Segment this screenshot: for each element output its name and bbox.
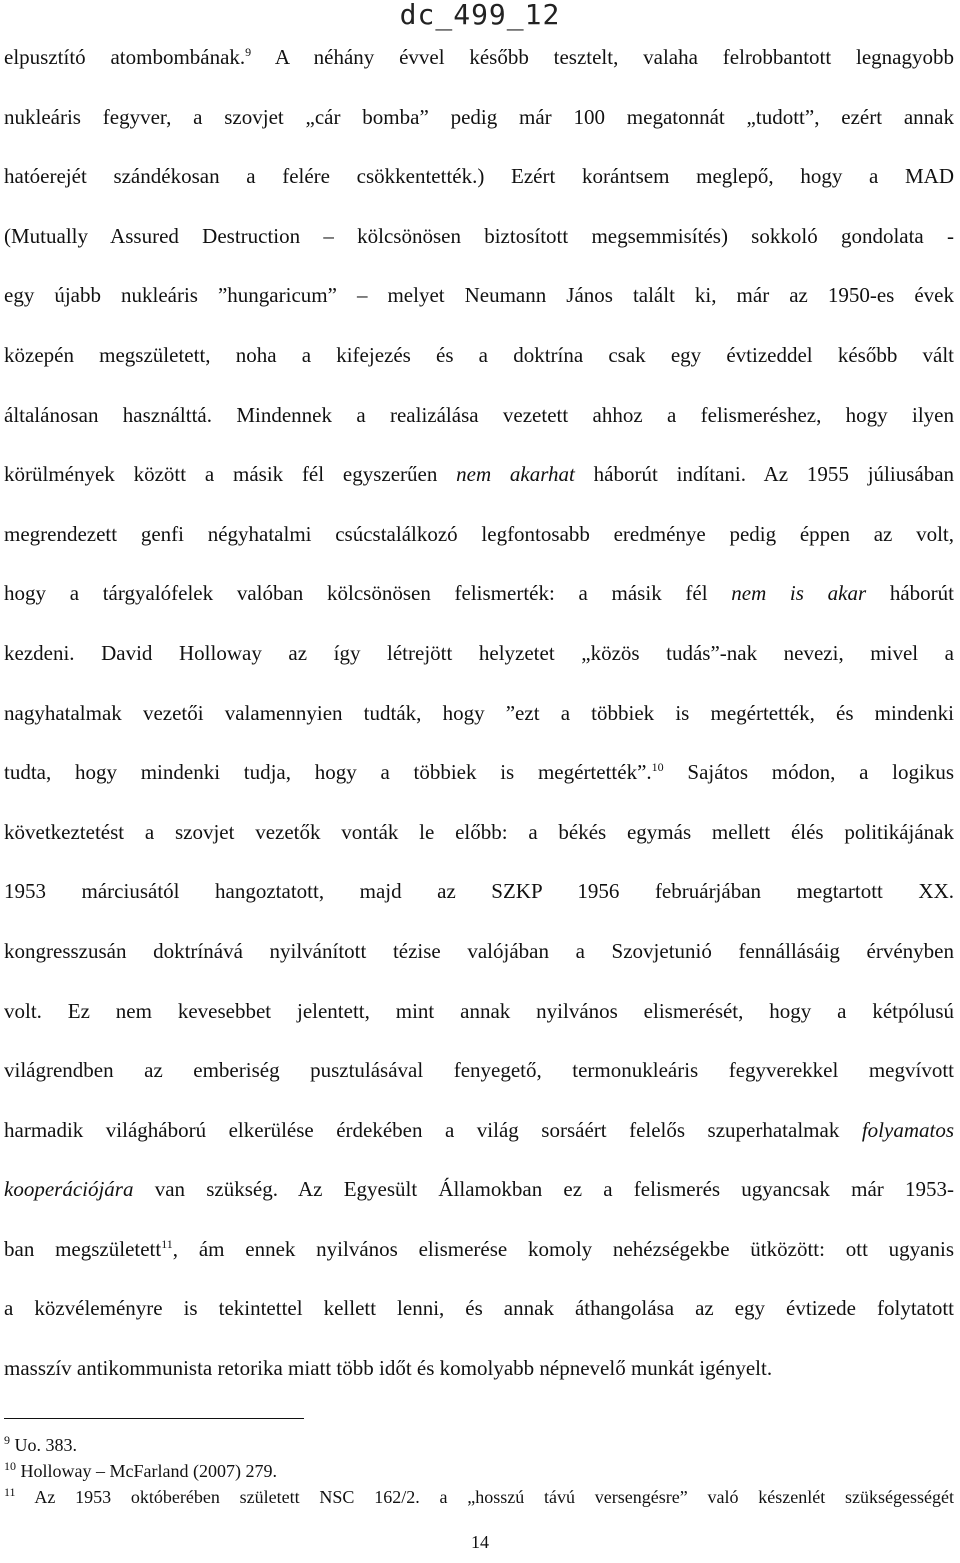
page-number: 14 — [471, 1532, 489, 1552]
text-line — [4, 982, 954, 1042]
main-paragraph — [4, 28, 954, 1399]
text-span: világrendben az emberiség pusztulásával fenyegető, termonukleáris fegyverekkel megvívott — [4, 1058, 954, 1083]
text-span: 1953 márciusától hangoztatott, majd az SZKP 1956 februárjában megtartott XX. — [4, 879, 954, 904]
text-span: hogy a tárgyalófelek valóban kölcsönösen felismerték: a másik fél — [4, 581, 732, 606]
text-span: volt. Ez nem kevesebbet jelentett, mint annak nyilvános elismerését, hogy a kétpólusú — [4, 998, 954, 1023]
text-line — [4, 28, 954, 88]
text-line — [4, 1101, 954, 1161]
text-line — [4, 1160, 954, 1220]
emphasis: nem is akar — [731, 581, 867, 606]
text-line — [4, 564, 954, 624]
text-line — [4, 1041, 954, 1101]
footnote-ref: 11 — [161, 1236, 173, 1251]
text-span: van szükség. Az Egyesült Államokban ez a felismerés ugyancsak már 1953- — [133, 1177, 954, 1202]
text-span: kongresszusán doktrínává nyilvánított tézise valójában a Szovjetunió fennállásáig érvényben — [4, 938, 954, 963]
text-span: masszív antikommunista retorika miatt több időt és komolyabb népnevelő munkát igényelt. — [4, 1356, 773, 1381]
footnote-ref: 10 — [651, 760, 664, 775]
text-span: Sajátos módon, a logikus — [663, 760, 954, 785]
emphasis: nem akarhat — [456, 462, 575, 487]
footnote-number: 9 — [4, 1433, 10, 1447]
text-line — [4, 862, 954, 922]
text-span: hatóerejét szándékosan a felére csökkentették.) Ezért korántsem meglepő, hogy a MAD — [4, 164, 954, 189]
text-span: következtetést a szovjet vezetők vonták le előbb: a békés egymás mellett élés politikájának — [4, 819, 954, 844]
text-line — [4, 684, 954, 744]
emphasis: folyamatos — [861, 1117, 954, 1142]
text-line — [4, 1279, 954, 1339]
footnote-9 — [4, 1432, 954, 1458]
text-line — [4, 1339, 954, 1399]
text-span: egy újabb nukleáris ”hungaricum” – melyet Neumann János talált ki, már az 1950-es évek — [4, 283, 954, 308]
text-line — [4, 147, 954, 207]
text-line — [4, 505, 954, 565]
text-line — [4, 1220, 954, 1280]
text-span: nukleáris fegyver, a szovjet „cár bomba” pedig már 100 megatonnát „tudott”, ezért annak — [4, 104, 954, 129]
footnote-separator — [4, 1418, 304, 1419]
text-line — [4, 445, 954, 505]
text-span: (Mutually Assured Destruction – kölcsönösen biztosított megsemmisítés) sokkoló gondolata - — [4, 223, 954, 248]
text-span: harmadik világháború elkerülése érdekében a világ sorsáért felelős szuperhatalmak — [4, 1117, 862, 1142]
text-span: tudta, hogy mindenki tudja, hogy a többiek is megértették”. — [4, 760, 652, 785]
text-span: elpusztító atombombának. — [4, 45, 246, 69]
text-span: A néhány évvel később tesztelt, valaha felrobbantott legnagyobb — [251, 45, 954, 69]
footnote-11 — [4, 1484, 954, 1510]
text-line — [4, 803, 954, 863]
text-line — [4, 88, 954, 148]
footnote-number: 10 — [4, 1459, 16, 1473]
text-line — [4, 624, 954, 684]
text-span: körülmények között a másik fél egyszerűen — [4, 462, 457, 487]
text-line — [4, 743, 954, 803]
text-span: közepén megszületett, noha a kifejezés és a doktrína csak egy évtizeddel később vált — [4, 342, 954, 367]
footnote-ref: 9 — [245, 45, 252, 59]
text-span: a közvéleményre is tekintettel kellett lenni, és annak áthangolása az egy évtizede folytatott — [4, 1296, 954, 1321]
text-line — [4, 207, 954, 267]
text-span: , ám ennek nyilvános elismerése komoly nehézségekbe ütközött: ott ugyanis — [172, 1236, 954, 1261]
emphasis: kooperációjára — [4, 1177, 134, 1202]
footnote-text: Holloway – McFarland (2007) 279. — [16, 1461, 277, 1481]
text-span: általánosan használttá. Mindennek a realizálása vezetett ahhoz a felismeréshez, hogy ilyen — [4, 402, 954, 427]
text-span: nagyhatalmak vezetői valamennyien tudták, hogy ”ezt a többiek is megértették, és mindenki — [4, 700, 954, 725]
text-line — [4, 326, 954, 386]
text-span: háborút indítani. Az 1955 júliusában — [574, 462, 955, 487]
text-span: ban megszületett — [4, 1236, 162, 1261]
text-span: háborút — [866, 581, 954, 606]
text-line — [4, 922, 954, 982]
footnote-text: Uo. 383. — [10, 1435, 77, 1455]
text-line — [4, 266, 954, 326]
document-watermark-header: dc_499_12 — [399, 0, 561, 31]
text-line — [4, 386, 954, 446]
footnotes — [4, 1432, 954, 1510]
text-span: megrendezett genfi négyhatalmi csúcstalálkozó legfontosabb eredménye pedig éppen az volt, — [4, 521, 954, 546]
footnote-10 — [4, 1458, 954, 1484]
footnote-text: Az 1953 októberében született NSC 162/2. a „hosszú távú versengésre” való készenlét szükségességét — [15, 1487, 954, 1507]
footnote-number: 11 — [4, 1485, 16, 1499]
text-span: kezdeni. David Holloway az így létrejött helyzetet „közös tudás”-nak nevezi, mivel a — [4, 640, 954, 665]
